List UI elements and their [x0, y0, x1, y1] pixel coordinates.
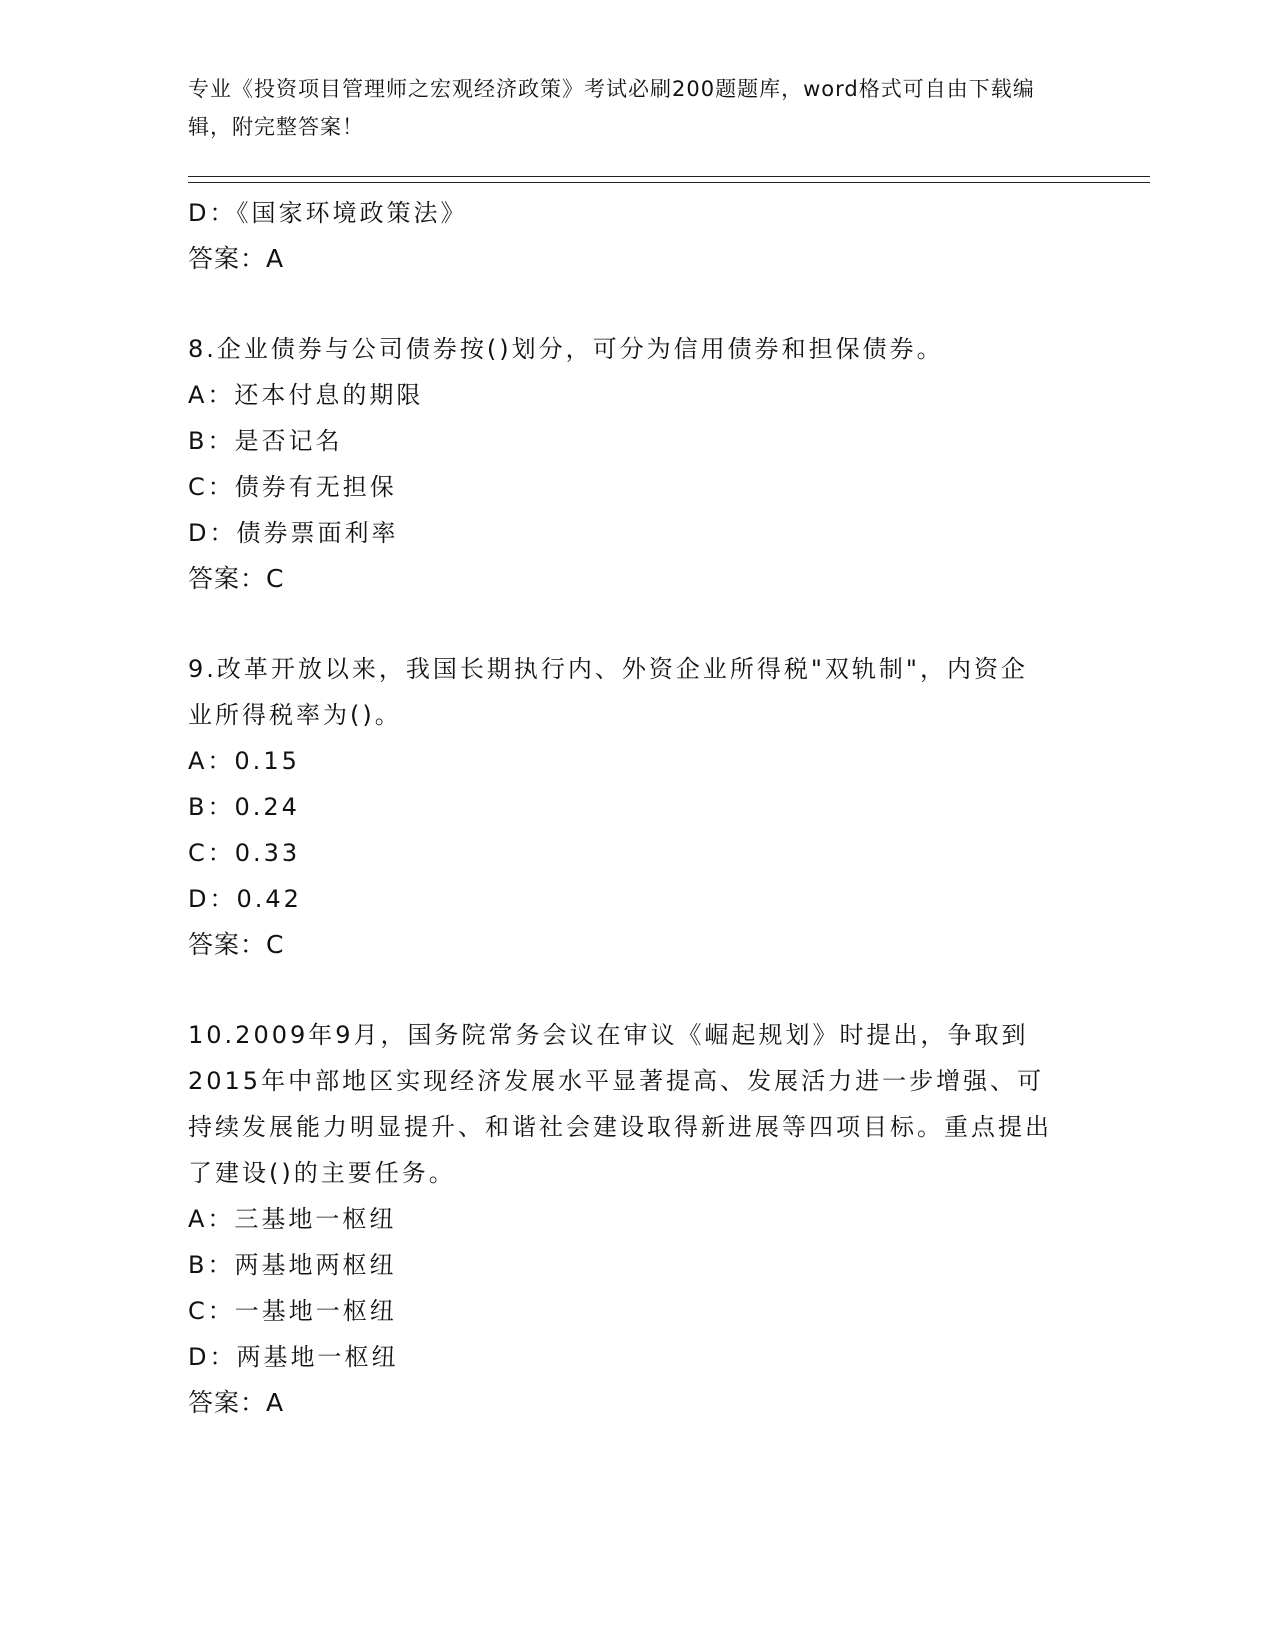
- question-stem: 9.改革开放以来，我国长期执行内、外资企业所得税"双轨制"，内资企业所得税率为()。: [188, 655, 1028, 729]
- option-b: B：两基地两枢纽: [188, 1251, 397, 1279]
- option-d: D：两基地一枢纽: [188, 1343, 399, 1371]
- option-c: C：债券有无担保: [188, 473, 397, 501]
- answer: 答案：C: [188, 930, 285, 959]
- question-8: [188, 326, 1088, 602]
- option-c: C：一基地一枢纽: [188, 1297, 397, 1325]
- header-divider-top: [188, 176, 1150, 177]
- question-content: [188, 190, 1088, 1426]
- carryover-option-d: D：《国家环境政策法》: [188, 199, 468, 227]
- answer: 答案：A: [188, 1388, 285, 1417]
- option-b: B：是否记名: [188, 427, 343, 455]
- spacer: [188, 968, 1088, 1012]
- question-stem: 10.2009年9月，国务院常务会议在审议《崛起规划》时提出，争取到2015年中部地区实现经济发展水平显著提高、发展活力进一步增强、可持续发展能力明显提升、和谐社会建设取得新进展等四项目标。重点提出了建设()的主要任务。: [188, 1021, 1052, 1187]
- option-d: D：0.42: [188, 885, 302, 913]
- option-d: D：债券票面利率: [188, 519, 399, 547]
- spacer: [188, 602, 1088, 646]
- document-header: 专业《投资项目管理师之宏观经济政策》考试必刷200题题库，word格式可自由下载编辑，附完整答案！: [188, 77, 1035, 139]
- carryover-answer: 答案：A: [188, 244, 285, 273]
- option-a: A：0.15: [188, 747, 300, 775]
- header-divider-bottom: [188, 182, 1150, 183]
- option-c: C：0.33: [188, 839, 301, 867]
- option-b: B：0.24: [188, 793, 300, 821]
- option-a: A：还本付息的期限: [188, 381, 424, 409]
- spacer: [188, 282, 1088, 326]
- question-stem: 8.企业债券与公司债券按()划分，可分为信用债券和担保债券。: [188, 335, 944, 363]
- option-a: A：三基地一枢纽: [188, 1205, 397, 1233]
- question-9: [188, 646, 1088, 968]
- answer: 答案：C: [188, 564, 285, 593]
- question-10: [188, 1012, 1088, 1426]
